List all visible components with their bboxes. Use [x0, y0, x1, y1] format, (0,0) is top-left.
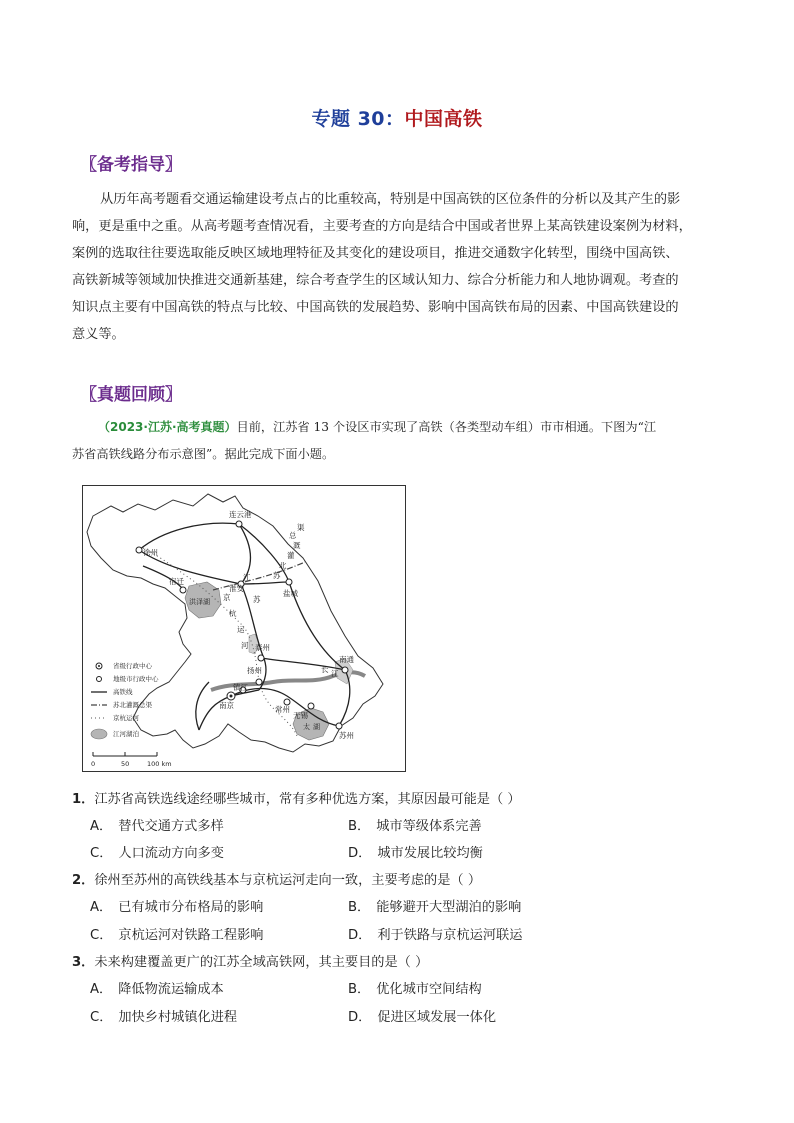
city-label-huaian: 淮安	[229, 584, 244, 593]
question-2-option-c[interactable]: C． 京杭运河对铁路工程影响	[90, 928, 264, 943]
city-label-nanjing: 南京	[219, 701, 234, 710]
question-text: 江苏省高铁选线途经哪些城市，常有多种优选方案，其原因最可能是（ ）	[94, 792, 521, 807]
city-label-nantong: 南通	[339, 655, 354, 664]
label-jiang-2: 江	[331, 669, 339, 678]
label-jing: 京	[223, 593, 231, 602]
guide-line: 高铁新城等领域加快推进交通新基建，综合考查学生的区域认知力、综合分析能力和人地协调观。考查的	[72, 273, 679, 288]
intro-text-2: 苏省高铁线路分布示意图”。据此完成下面小题。	[72, 447, 335, 461]
city-marker	[256, 679, 262, 685]
jiangsu-railway-map	[82, 485, 406, 772]
question-intro	[72, 414, 732, 468]
title-topic-name: 中国高铁	[404, 108, 483, 130]
label-he: 河	[241, 641, 249, 650]
question-number: 3．	[72, 955, 95, 970]
question-3-option-b[interactable]: B． 优化城市空间结构	[348, 982, 482, 997]
question-3-option-c[interactable]: C． 加快乡村城镇化进程	[90, 1010, 238, 1025]
question-3	[72, 953, 428, 973]
label-yun: 运	[237, 625, 245, 634]
guide-line: 从历年高考题看交通运输建设考点占的比重较高，特别是中国高铁的区位条件的分析以及其产生的影	[100, 192, 681, 207]
city-label-yancheng: 盐城	[283, 589, 298, 598]
city-label-xuzhou: 徐州	[143, 548, 158, 557]
map-svg	[83, 486, 405, 771]
question-text: 未来构建覆盖更广的江苏全域高铁网，其主要目的是（ ）	[94, 955, 429, 970]
label-gai: 溉	[293, 541, 301, 550]
map-legend	[91, 661, 159, 739]
label-bei: 北	[279, 561, 287, 570]
title-topic-number: 专题 30：	[311, 108, 405, 130]
question-3-option-d[interactable]: D． 促进区域发展一体化	[348, 1010, 497, 1025]
label-chang: 长	[321, 665, 329, 674]
legend-lake-icon	[91, 729, 107, 739]
question-1-option-d[interactable]: D． 城市发展比较均衡	[348, 846, 483, 861]
question-2-option-a[interactable]: A． 已有城市分布格局的影响	[90, 900, 264, 915]
label-su-2: 苏	[273, 571, 281, 580]
city-marker	[308, 703, 314, 709]
question-number: 1．	[72, 792, 95, 807]
city-label-zhenjiang: 镇江	[233, 683, 248, 692]
page-title	[0, 104, 794, 131]
scale-label-50: 50	[121, 760, 130, 768]
legend-railway: 高铁线	[113, 688, 133, 696]
guide-line: 案例的选取往往要选取能反映区域地理特征及其变化的建设项目，推进交通数字化转型，围绕中国高铁、	[72, 246, 679, 261]
label-qu: 渠	[297, 523, 305, 532]
guide-line: 知识点主要有中国高铁的特点与比较、中国高铁的发展趋势、影响中国高铁布局的因素、中国高铁建设的	[72, 300, 679, 315]
city-marker	[258, 655, 264, 661]
question-1-option-c[interactable]: C． 人口流动方向多变	[90, 846, 224, 861]
question-2-option-b[interactable]: B． 能够避开大型湖泊的影响	[348, 900, 522, 915]
irrigation-canal	[213, 562, 305, 590]
question-1-option-a[interactable]: A． 替代交通方式多样	[90, 819, 224, 834]
question-text: 徐州至苏州的高铁线基本与京杭运河走向一致，主要考虑的是（ ）	[94, 873, 482, 888]
label-zong: 总	[289, 531, 297, 540]
legend-grand-canal: 京杭运河	[113, 714, 139, 722]
railway-line	[139, 523, 239, 550]
scale-label-100: 100 km	[147, 760, 172, 768]
city-marker	[336, 723, 342, 729]
intro-text-1: 目前，江苏省 13 个设区市实现了高铁（各类型动车组）市市相通。下图为“江	[236, 420, 657, 434]
label-hang: 杭	[229, 609, 237, 618]
question-source: （2023·江苏·高考真题）	[98, 420, 237, 434]
legend-provincial-capital: 省级行政中心	[113, 662, 152, 670]
label-tai-1: 太	[303, 723, 310, 731]
city-label-yangzhou: 扬州	[247, 666, 262, 675]
review-heading: 〖真题回顾〗	[80, 385, 182, 405]
city-label-wuxi: 无锡	[293, 711, 308, 720]
city-marker	[180, 587, 186, 593]
provincial-capital-dot	[230, 695, 233, 698]
guide-paragraph	[72, 186, 734, 348]
question-number: 2．	[72, 873, 95, 888]
scale-bar	[91, 752, 172, 768]
question-3-option-a[interactable]: A． 降低物流运输成本	[90, 982, 224, 997]
city-label-changzhou: 常州	[275, 705, 290, 714]
city-marker	[136, 547, 142, 553]
question-2	[72, 871, 481, 891]
city-marker	[342, 667, 348, 673]
label-tai-2: 湖	[313, 723, 320, 731]
legend-lake: 江河湖泊	[113, 730, 139, 738]
guide-line: 响，更是重中之重。从高考题考查情况看，主要考查的方向是结合中国或者世界上某高铁建设案例为材料，	[72, 219, 692, 234]
city-marker	[236, 521, 242, 527]
railway-line	[241, 582, 289, 584]
label-su-1: 苏	[253, 595, 261, 604]
question-1	[72, 790, 521, 810]
guide-line: 意义等。	[72, 327, 125, 342]
city-label-lianyungang: 连云港	[229, 510, 252, 519]
question-2-option-d[interactable]: D． 利于铁路与京杭运河联运	[348, 928, 523, 943]
city-marker	[286, 579, 292, 585]
legend-irrigation-canal: 苏北灌溉总渠	[113, 701, 152, 709]
city-label-suzhou: 苏州	[339, 731, 354, 740]
label-guan: 灌	[287, 551, 295, 560]
label-hongze-lake: 洪泽湖	[189, 598, 210, 606]
city-label-suqian: 宿迁	[169, 577, 184, 586]
guide-heading: 〖备考指导〗	[80, 155, 182, 175]
scale-label-0: 0	[91, 760, 96, 768]
legend-prefecture-city-icon	[97, 677, 102, 682]
legend-prefecture-city: 地级市行政中心	[113, 675, 159, 683]
city-label-taizhou: 泰州	[255, 643, 270, 652]
question-1-option-b[interactable]: B． 城市等级体系完善	[348, 819, 482, 834]
label-jiang-1: 江	[243, 573, 251, 582]
